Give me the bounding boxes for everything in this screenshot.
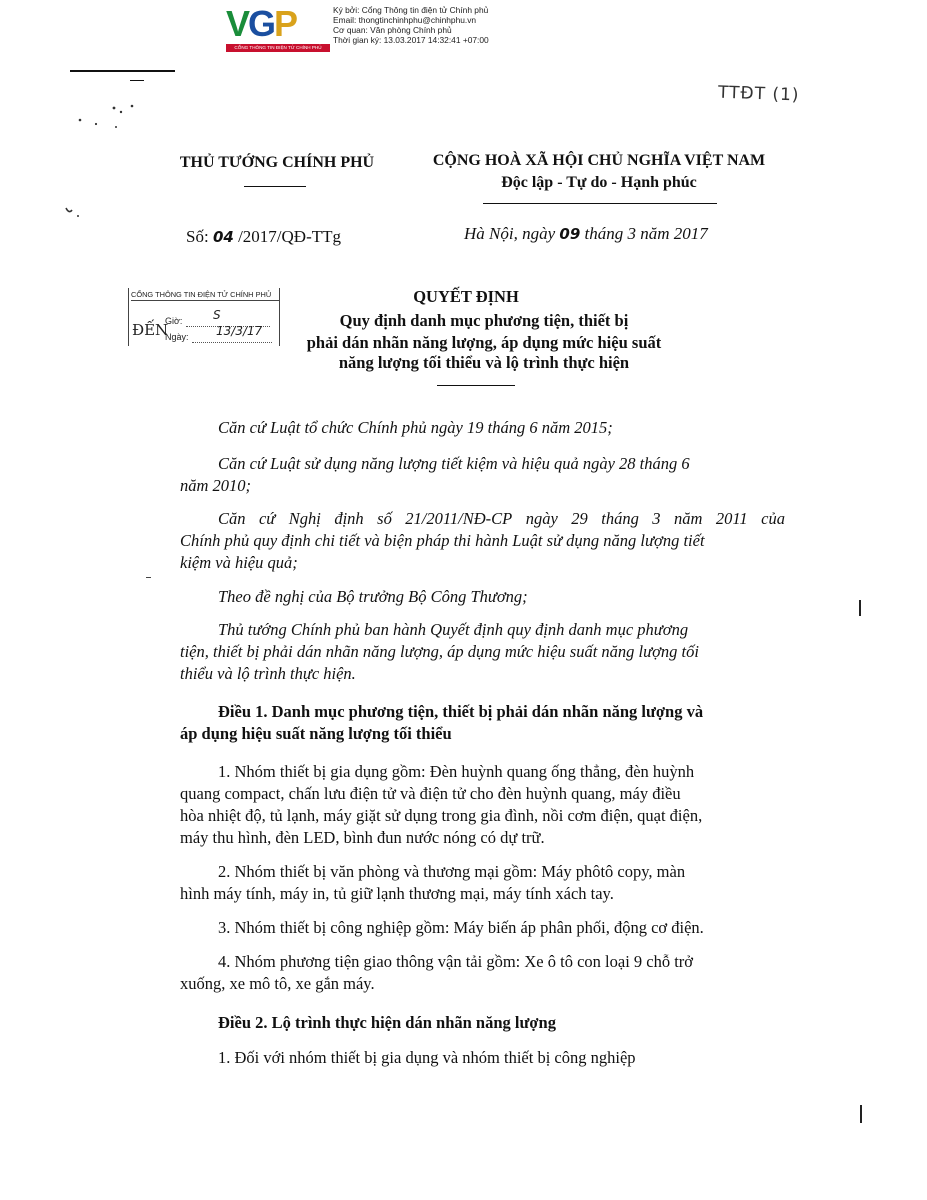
article-1-item: xuống, xe mô tô, xe gắn máy. (180, 974, 375, 993)
scan-mark-specks (76, 98, 156, 130)
scan-mark-left (62, 204, 82, 220)
word: 21/2011/NĐ-CP (405, 509, 513, 528)
signer-email: Email: thongtinchinhphu@chinhphu.vn (333, 15, 477, 25)
doc-number-handwritten: 04 (212, 228, 234, 246)
issuer: THỦ TƯỚNG CHÍNH PHỦ (179, 154, 375, 171)
place-date-prefix: Hà Nội, ngày (464, 224, 556, 243)
article-2-item: 1. Đối với nhóm thiết bị gia dụng và nhóm thiết bị công nghiệp (218, 1048, 636, 1067)
article-2-heading: Điều 2. Lộ trình thực hiện dán nhãn năng lượng (218, 1013, 556, 1032)
subtitle-underline (437, 385, 515, 386)
stamp-ngay-value: 13/3/17 (216, 324, 263, 338)
doc-number-prefix: Số: (186, 227, 209, 246)
document-number (186, 227, 341, 247)
article-1-item: hòa nhiệt độ, tủ lạnh, máy giặt sử dụng trong gia đình, nồi cơm điện, quạt điện, (180, 806, 703, 825)
vgp-letter-p: P (274, 3, 297, 44)
word: ngày (525, 509, 558, 528)
motto-underline (483, 203, 717, 204)
stamp-den: ĐẾN (132, 321, 169, 339)
article-1-item: máy thu hình, đèn LED, bình đun nước nóng có dự trữ. (180, 828, 545, 847)
word: của (761, 509, 785, 528)
word: số (377, 509, 392, 528)
scan-mark-line (70, 70, 175, 72)
subtitle-line: phải dán nhãn năng lượng, áp dụng mức hiệu suất (306, 333, 662, 352)
digital-signature-info (333, 5, 489, 45)
preamble-line: năm 2010; (180, 476, 252, 495)
vgp-letter-v: V (226, 3, 249, 44)
article-1-heading: áp dụng hiệu suất năng lượng tối thiểu (180, 724, 452, 743)
word: Nghị (288, 509, 321, 528)
preamble-line: Theo đề nghị của Bộ trưởng Bộ Công Thương; (218, 587, 528, 606)
subtitle-line: Quy định danh mục phương tiện, thiết bị (339, 311, 629, 330)
preamble-line: kiệm và hiệu quả; (180, 553, 298, 572)
word: định (334, 509, 364, 528)
vgp-letter-g: G (248, 3, 275, 44)
national-name: CỘNG HOÀ XÃ HỘI CHỦ NGHĨA VIỆT NAM (432, 152, 766, 169)
doc-number-suffix: /2017/QĐ-TTg (238, 227, 341, 246)
word: năm (674, 509, 703, 528)
preamble-line: Thủ tướng Chính phủ ban hành Quyết định quy định danh mục phương (218, 620, 689, 639)
decision-title: QUYẾT ĐỊNH (413, 287, 519, 306)
preamble-line (218, 509, 785, 529)
issuer-underline (244, 186, 306, 187)
preamble-line: Căn cứ Luật tổ chức Chính phủ ngày 19 tháng 6 năm 2015; (218, 418, 613, 437)
signed-by: Ký bởi: Cổng Thông tin điện tử Chính phủ (333, 5, 489, 15)
scan-mark-dot (146, 577, 151, 578)
preamble-line: tiện, thiết bị phải dán nhãn năng lượng, áp dụng mức hiệu suất năng lượng tối (180, 642, 699, 661)
scan-mark-tick (859, 600, 861, 616)
vgp-logo-strip: CỔNG THÔNG TIN ĐIỆN TỬ CHÍNH PHỦ (226, 44, 330, 52)
word: 2011 (715, 509, 748, 528)
scan-mark-dash (130, 80, 144, 81)
place-date (464, 224, 708, 244)
stamp-gio-label: Giờ: (165, 316, 183, 326)
place-date-day: 09 (559, 225, 581, 243)
article-1-item: hình máy tính, máy in, tủ giữ lạnh thương mại, máy tính xách tay. (180, 884, 614, 903)
article-1-item: 2. Nhóm thiết bị văn phòng và thương mại gồm: Máy phôtô copy, màn (218, 862, 686, 881)
signer-agency: Cơ quan: Văn phòng Chính phủ (333, 25, 452, 35)
scan-mark-tick (860, 1105, 862, 1123)
article-1-item: 3. Nhóm thiết bị công nghiệp gồm: Máy biến áp phân phối, động cơ điện. (218, 918, 704, 937)
place-date-suffix: tháng 3 năm 2017 (584, 224, 708, 243)
handwritten-note: TTĐT (1) (717, 82, 800, 106)
article-1-heading: Điều 1. Danh mục phương tiện, thiết bị phải dán nhãn năng lượng và (218, 702, 704, 721)
signed-time: Thời gian ký: 13.03.2017 14:32:41 +07:00 (333, 35, 489, 45)
word: 29 (571, 509, 588, 528)
word: tháng (601, 509, 639, 528)
vgp-logo-letters (226, 3, 297, 44)
stamp-gio-value: S (213, 308, 221, 322)
national-motto: Độc lập - Tự do - Hạnh phúc (501, 174, 697, 191)
article-1-item: 4. Nhóm phương tiện giao thông vận tải gồm: Xe ô tô con loại 9 chỗ trở (218, 952, 694, 971)
preamble-line: Chính phủ quy định chi tiết và biện pháp thi hành Luật sử dụng năng lượng tiết (180, 531, 705, 550)
word: cứ (258, 509, 276, 528)
subtitle-line: năng lượng tối thiểu và lộ trình thực hiện (338, 353, 630, 372)
word: 3 (652, 509, 661, 528)
article-1-item: quang compact, chấn lưu điện tử và điện tử cho đèn huỳnh quang, máy điều (180, 784, 681, 803)
preamble-line: thiểu và lộ trình thực hiện. (180, 664, 356, 683)
article-1-item: 1. Nhóm thiết bị gia dụng gồm: Đèn huỳnh quang ống thẳng, đèn huỳnh (218, 762, 695, 781)
stamp-header: CỔNG THÔNG TIN ĐIỆN TỬ CHÍNH PHỦ (131, 290, 280, 301)
vgp-logo (226, 3, 330, 52)
preamble-line: Căn cứ Luật sử dụng năng lượng tiết kiệm và hiệu quả ngày 28 tháng 6 (218, 454, 690, 473)
stamp-ngay-label: Ngày: (165, 332, 189, 342)
word: Căn (218, 509, 246, 528)
